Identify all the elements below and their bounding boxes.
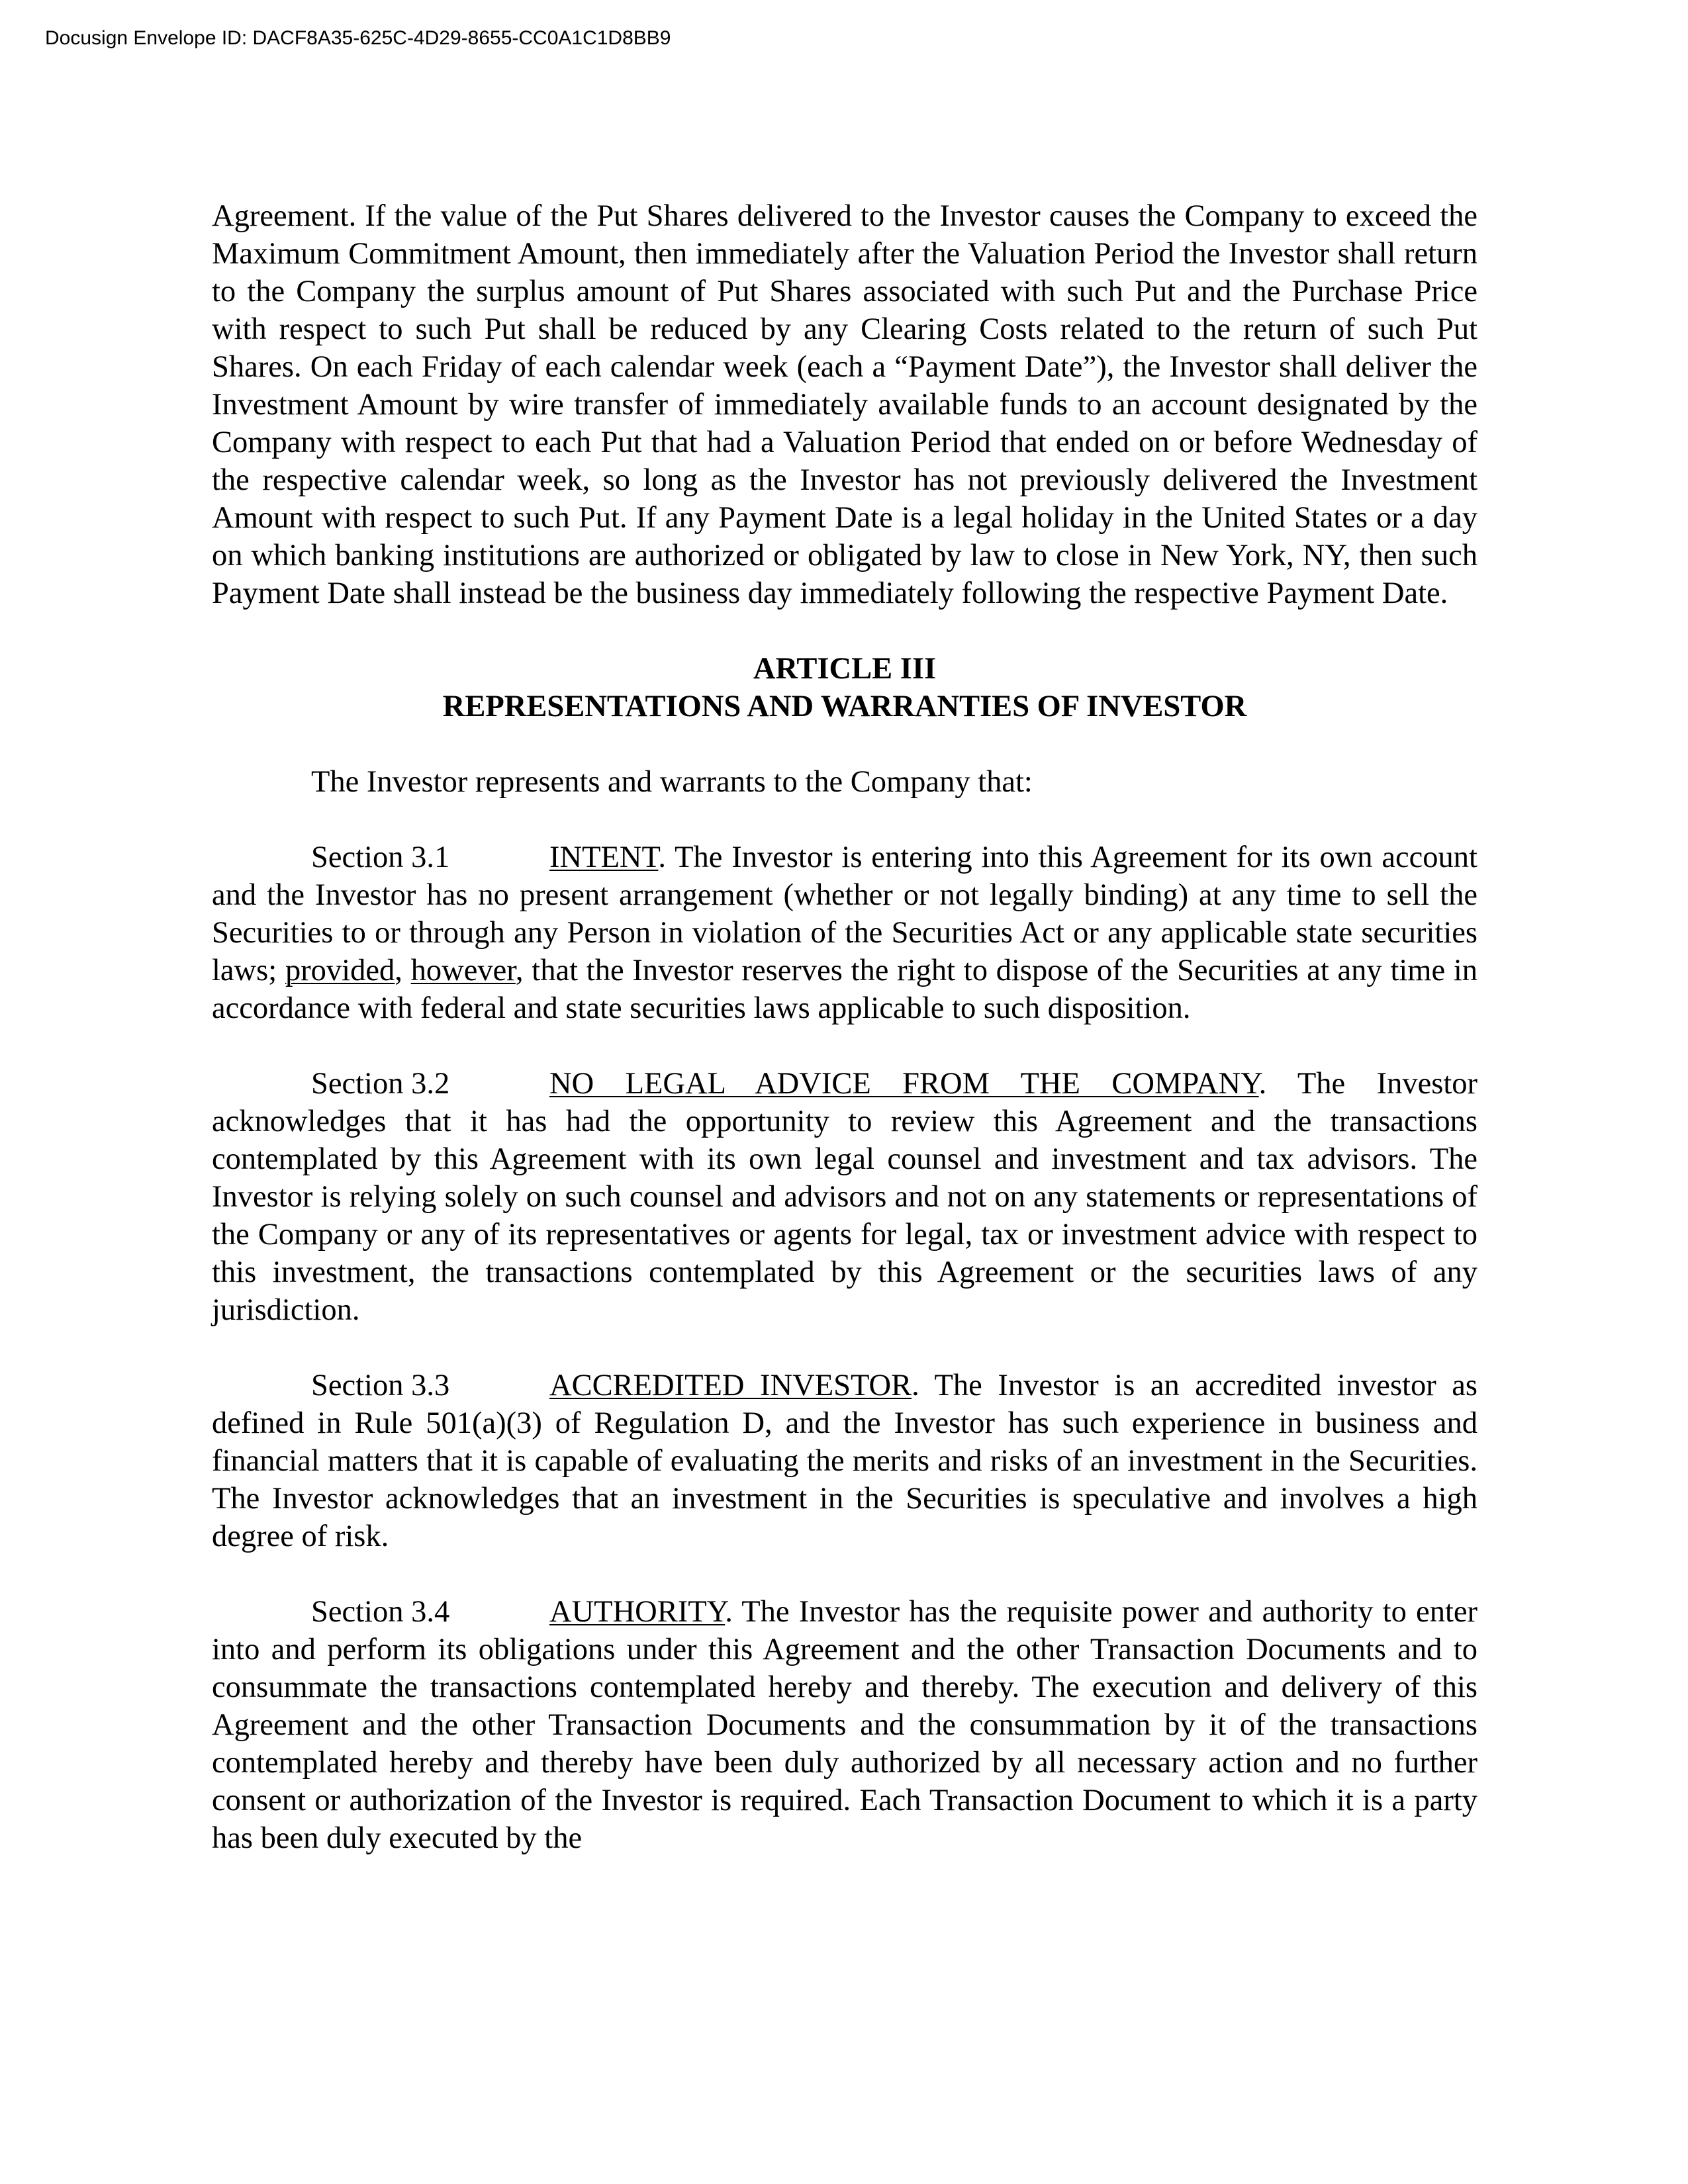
continuation-paragraph: Agreement. If the value of the Put Shares delivered to the Investor causes the Company to exceed the Maximum Commitment Amount, then immediately after the Valuation Period the Investor shall return to the Company the surplus amount of Put Shares associated with such Put and the Purchase Price with respect to such Put shall be reduced by any Clearing Costs related to the return of such Put Shares. On each Friday of each calendar week (each a “Payment Date”), the Investor shall deliver the Investment Amount by wire transfer of immediately available funds to an account designated by the Company with respect to each Put that had a Valuation Period that ended on or before Wednesday of the respective calendar week, so long as the Investor has not previously delivered the Investment Amount with respect to such Put. If any Payment Date is a legal holiday in the United States or a day on which banking institutions are authorized or obligated by law to close in New York, NY, then such Payment Date shall instead be the business day immediately following the respective Payment Date. bbox=[212, 199, 1477, 610]
article-title: REPRESENTATIONS AND WARRANTIES OF INVESTOR bbox=[442, 690, 1247, 723]
proviso-term: provided bbox=[285, 954, 395, 987]
spacer bbox=[212, 725, 1477, 763]
spacer bbox=[212, 1555, 1477, 1593]
article-number: ARTICLE III bbox=[753, 652, 937, 686]
section-label: Section 3.3 bbox=[311, 1369, 450, 1402]
section-text: The Investor is an accredited investor as defined in Rule 501(a)(3) of Regulation D, and the Investor has such experience in business and financial matters that it is capable of evaluating the merits and risks of an investment in the Securities. The Investor acknowledges that an investment in the Securities is speculative and involves a high degree of risk. bbox=[212, 1369, 1477, 1553]
section-heading: NO LEGAL ADVICE FROM THE COMPANY bbox=[549, 1067, 1259, 1101]
spacer bbox=[212, 612, 1477, 650]
spacer bbox=[212, 1329, 1477, 1367]
section-text: The Investor acknowledges that it has had the opportunity to review this Agreement and the transactions contemplated by this Agreement with its own legal counsel and investment and tax advisors. The Investor is relying solely on such counsel and advisors and not on any statements or representations of the Company or any of its representatives or agents for legal, tax or investment advice with respect to this investment, the transactions contemplated by this Agreement or the securities laws of any jurisdiction. bbox=[212, 1067, 1477, 1327]
section-text: The Investor has the requisite power and authority to enter into and perform its obligations under this Agreement and the other Transaction Documents and to consummate the transactions contemplated hereby and thereby. The execution and delivery of this Agreement and the other Transaction Documents and the consummation by it of the transactions contemplated hereby and thereby have been duly authorized by all necessary action and no further consent or authorization of the Investor is required. Each Transaction Document to which it is a party has been duly executed by the bbox=[212, 1595, 1477, 1855]
intro-text: The Investor represents and warrants to the Company that: bbox=[311, 765, 1033, 799]
section-heading: ACCREDITED INVESTOR bbox=[549, 1369, 912, 1402]
proviso-term: however bbox=[410, 954, 516, 987]
article-intro bbox=[212, 763, 1477, 801]
envelope-id: Docusign Envelope ID: DACF8A35-625C-4D29-8655-CC0A1C1D8BB9 bbox=[45, 27, 671, 49]
spacer bbox=[212, 1027, 1477, 1065]
section-label: Section 3.1 bbox=[311, 841, 450, 874]
section-3-2: Section 3.2 NO LEGAL ADVICE FROM THE COMPANY. The Investor acknowledges that it has had the opportunity to review this Agreement and the transactions contemplated by this Agreement with its own legal counsel and investment and tax advisors. The Investor is relying solely on such counsel and advisors and not on any statements or representations of the Company or any of its representatives or agents for legal, tax or investment advice with respect to this investment, the transactions contemplated by this Agreement or the securities laws of any jurisdiction. bbox=[212, 1065, 1477, 1329]
section-3-3: Section 3.3 ACCREDITED INVESTOR. The Investor is an accredited investor as defined in Rule 501(a)(3) of Regulation D, and the Investor has such experience in business and financial matters that it is capable of evaluating the merits and risks of an investment in the Securities. The Investor acknowledges that an investment in the Securities is speculative and involves a high degree of risk. bbox=[212, 1367, 1477, 1555]
section-text: The Investor is entering into this Agreement for its own account and the Investor has no present arrangement (whether or not legally binding) at any time to sell the Securities to or through any Person in violation of the Securities Act or any applicable state securities laws; bbox=[212, 841, 1477, 987]
section-heading: INTENT bbox=[549, 841, 659, 874]
section-label: Section 3.2 bbox=[311, 1067, 450, 1101]
document-body bbox=[212, 197, 1477, 1857]
section-3-1: Section 3.1 INTENT. The Investor is entering into this Agreement for its own account and the Investor has no present arrangement (whether or not legally binding) at any time to sell the Securities to or through any Person in violation of the Securities Act or any applicable state securities laws; provided, however, that the Investor reserves the right to dispose of the Securities at any time in accordance with federal and state securities laws applicable to such disposition. bbox=[212, 839, 1477, 1027]
section-3-4: Section 3.4 AUTHORITY. The Investor has the requisite power and authority to enter into and perform its obligations under this Agreement and the other Transaction Documents and to consummate the transactions contemplated hereby and thereby. The execution and delivery of this Agreement and the other Transaction Documents and the consummation by it of the transactions contemplated hereby and thereby have been duly authorized by all necessary action and no further consent or authorization of the Investor is required. Each Transaction Document to which it is a party has been duly executed by the bbox=[212, 1593, 1477, 1857]
spacer bbox=[212, 801, 1477, 839]
section-heading: AUTHORITY bbox=[549, 1595, 726, 1629]
section-label: Section 3.4 bbox=[311, 1595, 450, 1629]
section-text-tail: that the Investor reserves the right to dispose of the Securities at any time in accordance with federal and state securities laws applicable to such disposition. bbox=[212, 954, 1478, 1025]
